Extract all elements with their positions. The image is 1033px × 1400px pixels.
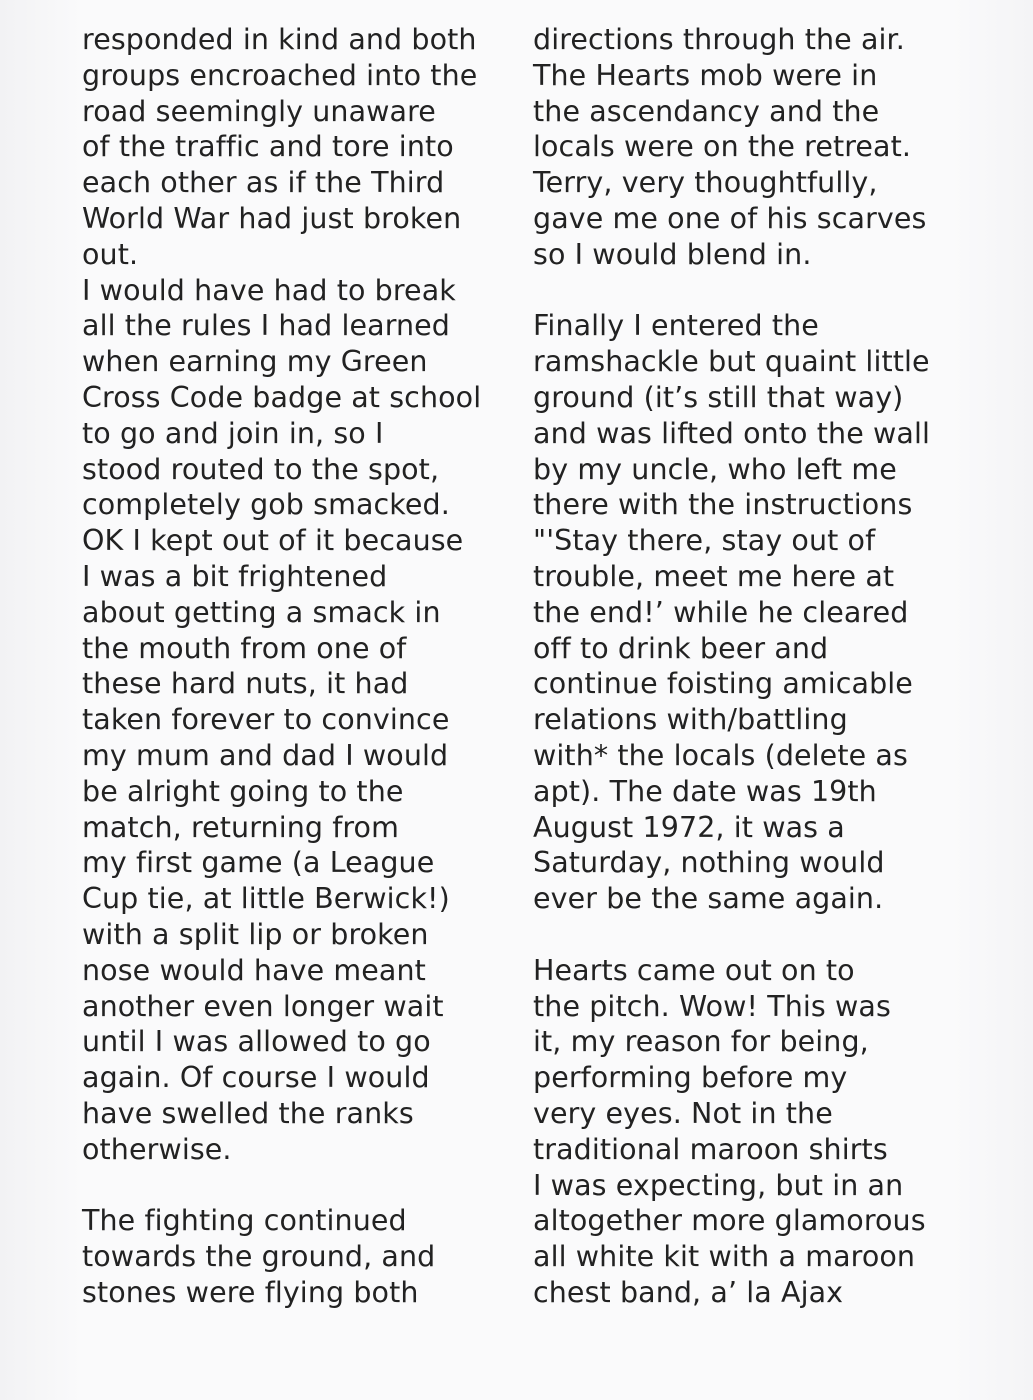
text-line: stood routed to the spot, (82, 452, 440, 486)
text-line: Finally I entered the (533, 309, 819, 343)
text-line: apt). The date was 19th (533, 774, 877, 808)
text-line: relations with/battling (533, 703, 848, 737)
text-line: responded in kind and both (82, 23, 477, 56)
text-line: nose would have meant (82, 953, 426, 987)
text-line: and was lifted onto the wall (533, 416, 930, 450)
text-line (82, 1168, 512, 1204)
text-line: until I was allowed to go (82, 1025, 431, 1059)
text-line: ever be the same again. (533, 882, 884, 916)
text-line: The fighting continued (82, 1204, 407, 1238)
text-line: The Hearts mob were in (533, 58, 878, 92)
text-line: the mouth from one of (82, 631, 407, 665)
text-line: of the traffic and tore into (82, 130, 454, 164)
text-line: the pitch. Wow! This was (533, 989, 891, 1023)
text-line: about getting a smack in (82, 595, 441, 629)
text-line: completely gob smacked. (82, 488, 450, 522)
text-line: I was expecting, but in an (533, 1168, 904, 1202)
text-line: Cup tie, at little Berwick!) (82, 882, 450, 916)
text-line: I was a bit frightened (82, 559, 388, 593)
text-line: Hearts came out on to (533, 953, 855, 987)
text-line: groups encroached into the (82, 58, 478, 92)
text-line: chest band, a’ la Ajax (533, 1275, 844, 1309)
text-line: with* the locals (delete as (533, 738, 908, 772)
text-line: "'Stay there, stay out of (533, 524, 876, 558)
text-line: OK I kept out of it because (82, 524, 464, 558)
text-line (533, 917, 963, 953)
right-text-column (533, 22, 963, 1311)
text-line: road seemingly unaware (82, 94, 436, 128)
text-line: I would have had to break (82, 273, 456, 307)
text-line: be alright going to the (82, 774, 404, 808)
text-line: locals were on the retreat. (533, 130, 912, 164)
text-line: there with the instructions (533, 488, 913, 522)
text-line: trouble, meet me here at (533, 559, 895, 593)
text-line: when earning my Green (82, 345, 428, 379)
text-line: stones were flying both (82, 1275, 419, 1309)
text-line: each other as if the Third (82, 166, 445, 200)
text-line: the end!’ while he cleared (533, 595, 909, 629)
text-line: so I would blend in. (533, 237, 812, 271)
text-line: another even longer wait (82, 989, 444, 1023)
text-line: taken forever to convince (82, 703, 450, 737)
text-line: ramshackle but quaint little (533, 345, 930, 379)
text-line: Saturday, nothing would (533, 846, 885, 880)
text-line: gave me one of his scarves (533, 201, 927, 235)
text-line: otherwise. (82, 1132, 232, 1166)
text-line: traditional maroon shirts (533, 1132, 888, 1166)
text-line: towards the ground, and (82, 1240, 436, 1274)
text-line: World War had just broken (82, 201, 462, 235)
text-line: continue foisting amicable (533, 667, 913, 701)
text-line: performing before my (533, 1061, 848, 1095)
text-line: very eyes. Not in the (533, 1096, 833, 1130)
text-line: directions through the air. (533, 23, 905, 56)
text-line: all the rules I had learned (82, 309, 450, 343)
text-line: my first game (a League (82, 846, 435, 880)
text-line (533, 273, 963, 309)
text-line: off to drink beer and (533, 631, 829, 665)
text-line: match, returning from (82, 810, 399, 844)
text-line: with a split lip or broken (82, 917, 429, 951)
text-line: to go and join in, so I (82, 416, 384, 450)
text-line: the ascendancy and the (533, 94, 880, 128)
text-line: have swelled the ranks (82, 1096, 414, 1130)
text-line: by my uncle, who left me (533, 452, 897, 486)
text-line: my mum and dad I would (82, 738, 449, 772)
text-line: out. (82, 237, 139, 271)
text-line: Cross Code badge at school (82, 380, 482, 414)
text-line: August 1972, it was a (533, 810, 845, 844)
text-line: Terry, very thoughtfully, (533, 166, 878, 200)
text-line: ground (it’s still that way) (533, 380, 904, 414)
text-line: these hard nuts, it had (82, 667, 409, 701)
left-text-column (82, 22, 512, 1311)
text-line: all white kit with a maroon (533, 1240, 916, 1274)
text-line: again. Of course I would (82, 1061, 430, 1095)
text-line: it, my reason for being, (533, 1025, 869, 1059)
text-line: altogether more glamorous (533, 1204, 926, 1238)
